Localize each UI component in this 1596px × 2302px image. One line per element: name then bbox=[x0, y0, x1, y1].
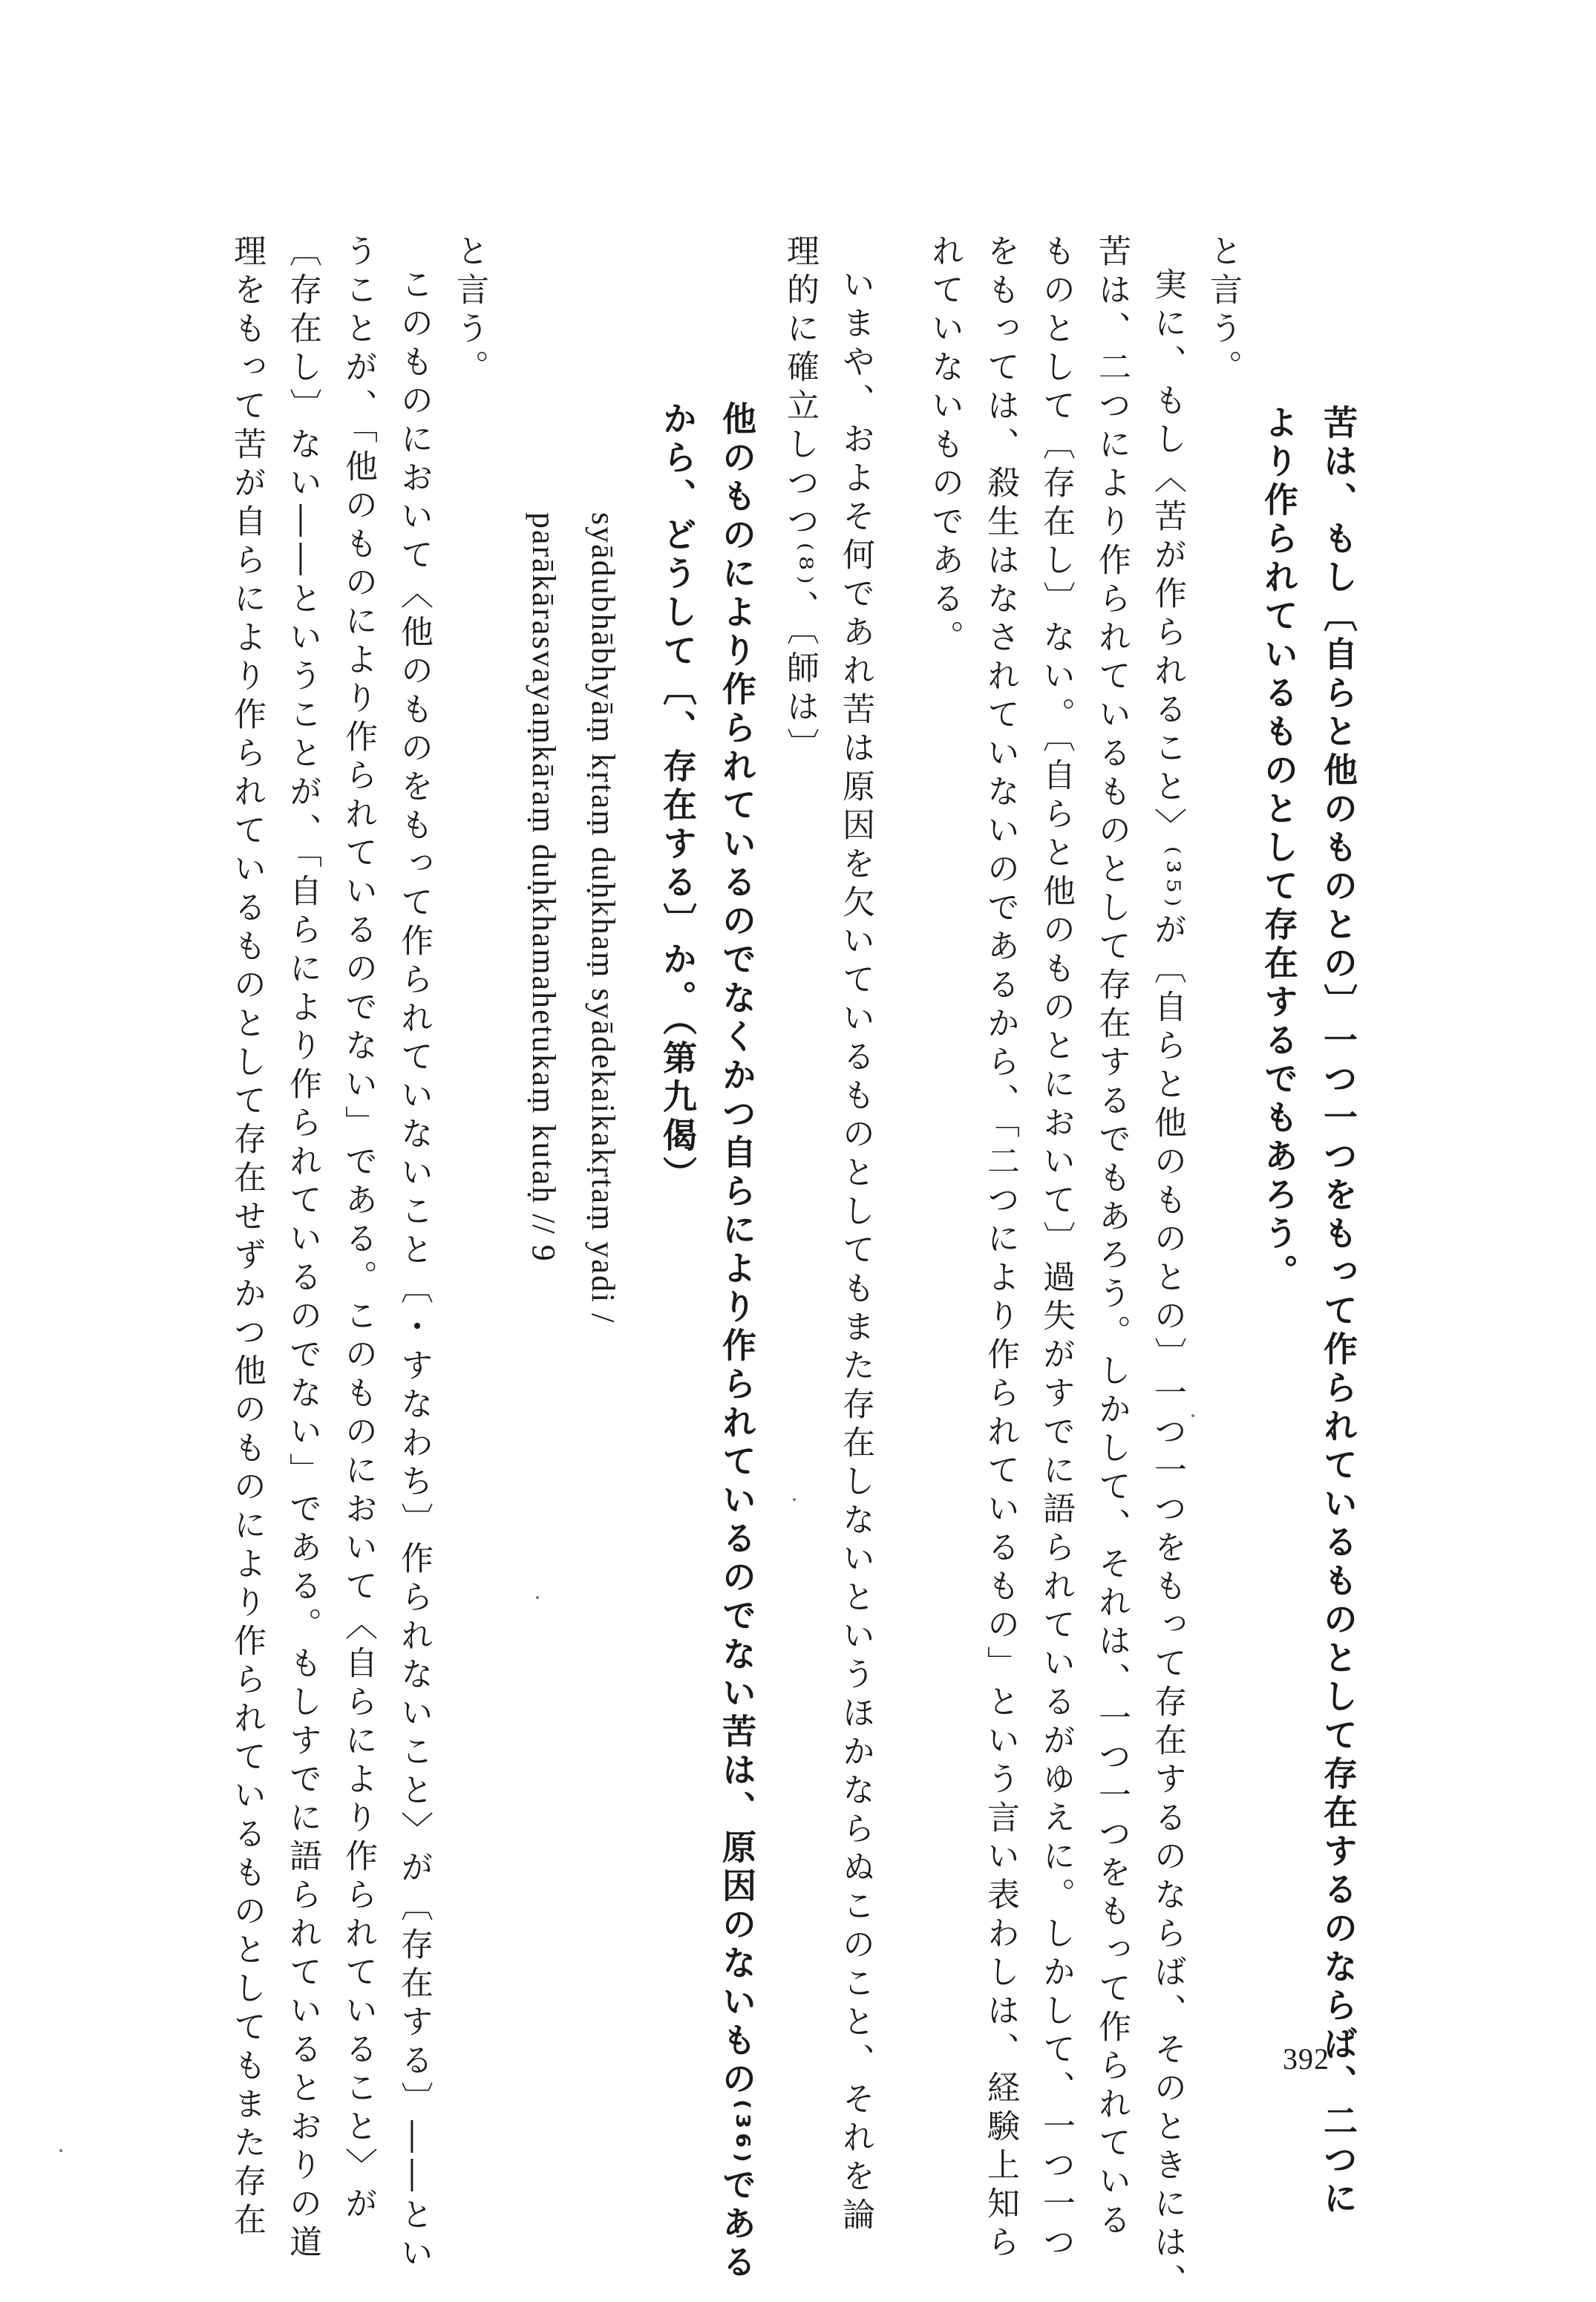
scan-speck bbox=[1191, 1414, 1194, 1417]
text-line-6: ものとして〔存在し〕ない。〔自らと他のものとにおいて〕過失がすでに語られているがゆえに。しかして、一つ一つ bbox=[1037, 234, 1075, 2263]
text-line-15: と言う。 bbox=[451, 234, 488, 388]
text-line-7: をもっては、殺生はなされていないのであるから、「二つにより作られているもの」という言い表わしは、経験上知ら bbox=[981, 234, 1019, 2263]
scan-speck bbox=[59, 2149, 62, 2152]
scan-speck bbox=[793, 1498, 796, 1501]
text-line-8: れていないものである。 bbox=[926, 234, 964, 658]
verse-line-11: 他のものにより作られているのでなくかつ自らにより作られているのでない苦は、原因のないもの⁽³⁶⁾である bbox=[717, 401, 757, 2283]
verse-line-1: 苦は、もし〔自らと他のものとの〕一つ一つをもって作られているものとして存在するのならば、二つに bbox=[1318, 405, 1358, 2219]
text-line-10: 理的に確立しつつ⁽⁸⁾、〔師は〕 bbox=[781, 234, 819, 767]
text-line-5: 苦は、二つにより作られているものとして存在するでもあろう。しかして、それは、一つ一つをもって作られている bbox=[1093, 234, 1131, 2241]
text-line-19: 理をもって苦が自らにより作られているものとして存在せずかつ他のものにより作られているものとしてもまた存在 bbox=[228, 234, 266, 2241]
verse-line-2: より作られているものとして存在するでもあろう。 bbox=[1259, 405, 1299, 1292]
page-number: 392 bbox=[1283, 2042, 1330, 2076]
sanskrit-line-13: syādubhābhyāṃ kṛtaṃ duḥkhaṃ syādekaikakṛtaṃ yadi / bbox=[585, 512, 621, 1324]
text-line-17: うことが、「他のものにより作られているのでない」である。このものにおいて〈自らにより作られていること〉が bbox=[339, 234, 377, 2225]
text-line-4: 実に、もし〈苦が作られること〉⁽³⁵⁾が〔自らと他のものとの〕一つ一つをもって存在するのならば、そのときには、 bbox=[1148, 267, 1186, 2302]
text-line-18: 〔存在し〕ない――ということが、「自らにより作られているのでない」である。もしすでに語られているとおりの道 bbox=[284, 234, 321, 2263]
text-line-9: いまや、およそ何であれ苦は原因を欠いているものとしてもまた存在しないというほかならぬこのこと、それを論 bbox=[837, 267, 874, 2236]
text-line-16: このものにおいて〈他のものをもって作られていないこと〔・すなわち〕作られないこと〉が〔存在する〕――とい bbox=[395, 267, 433, 2275]
sanskrit-line-14: parākārasvayaṃkāraṃ duḥkhamahetukaṃ kutaḥ // 9 bbox=[526, 512, 562, 1263]
verse-line-12: から、どうして〔、存在する〕か。（第九偈） bbox=[658, 401, 698, 1194]
scan-speck bbox=[536, 1596, 539, 1599]
text-line-3: と言う。 bbox=[1204, 234, 1242, 388]
